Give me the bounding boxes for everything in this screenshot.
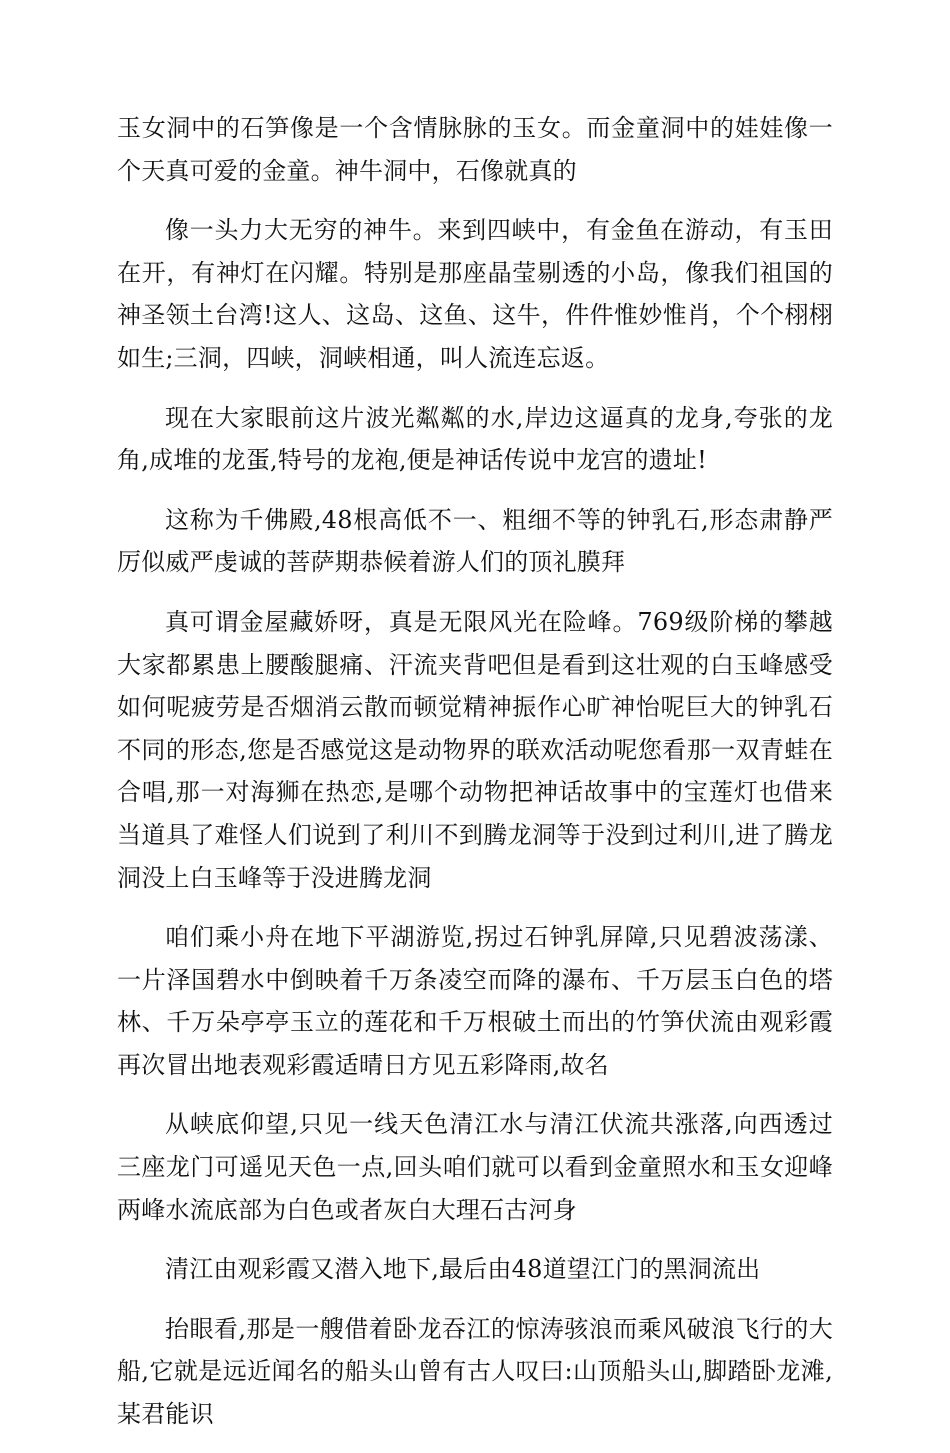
paragraph: 抬眼看,那是一艘借着卧龙吞江的惊涛骇浪而乘风破浪飞行的大船,它就是远近闻名的船头山曾有古人叹曰:山顶船头山,脚踏卧龙滩,某君能识 (117, 1314, 833, 1429)
paragraph: 真可谓金屋藏娇呀，真是无限风光在险峰。769级阶梯的攀越大家都累患上腰酸腿痛、汗流夹背吧但是看到这壮观的白玉峰感受如何呢疲劳是否烟消云散而顿觉精神振作心旷神怡呢巨大的钟乳石不同的形态,您是否感觉这是动物界的联欢活动呢您看那一双青蛙在合唱,那一对海狮在热恋,是哪个动物把神话故事中的宝莲灯也借来当道具了难怪人们说到了利川不到腾龙洞等于没到过利川,进了腾龙洞没上白玉峰等于没进腾龙洞 (117, 607, 833, 892)
paragraph: 清江由观彩霞又潜入地下,最后由48道望江门的黑洞流出 (165, 1255, 761, 1284)
paragraph: 从峡底仰望,只见一线天色清江水与清江伏流共涨落,向西透过三座龙门可遥见天色一点,回头咱们就可以看到金童照水和玉女迎峰两峰水流底部为白色或者灰白大理石古河身 (117, 1110, 833, 1224)
paragraph: 现在大家眼前这片波光粼粼的水,岸边这逼真的龙身,夸张的龙角,成堆的龙蛋,特号的龙袍,便是神话传说中龙宫的遗址! (117, 403, 833, 475)
paragraph: 玉女洞中的石笋像是一个含情脉脉的玉女。而金童洞中的娃娃像一个天真可爱的金童。神牛洞中，石像就真的 (117, 114, 833, 185)
paragraph: 像一头力大无穷的神牛。来到四峡中，有金鱼在游动，有玉田在开，有神灯在闪耀。特别是那座晶莹剔透的小岛，像我们祖国的神圣领土台湾!这人、这岛、这鱼、这牛，件件惟妙惟肖，个个栩栩如生;三洞，四峡，洞峡相通，叫人流连忘返。 (117, 216, 833, 372)
paragraph: 咱们乘小舟在地下平湖游览,拐过石钟乳屏障,只见碧波荡漾、一片泽国碧水中倒映着千万条凌空而降的瀑布、千万层玉白色的塔林、千万朵亭亭玉立的莲花和千万根破土而出的竹笋伏流由观彩霞再次冒出地表观彩霞适晴日方见五彩降雨,故名 (117, 923, 833, 1079)
document-page (117, 107, 833, 1453)
paragraph: 这称为千佛殿,48根高低不一、粗细不等的钟乳石,形态肃静严厉似威严虔诚的菩萨期恭候着游人们的顶礼膜拜 (117, 505, 833, 577)
